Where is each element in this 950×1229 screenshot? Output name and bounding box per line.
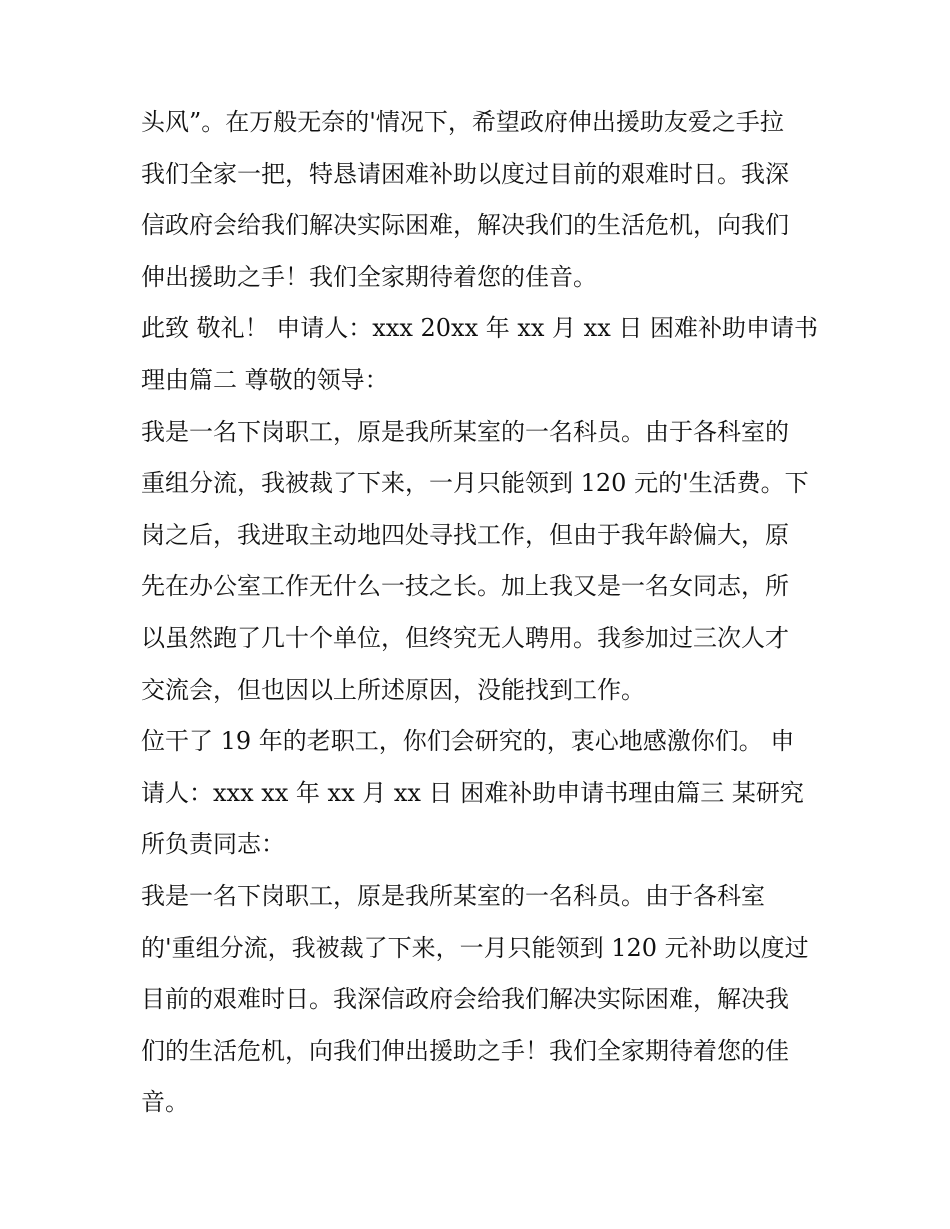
text-line: 岗之后，我进取主动地四处寻找工作，但由于我年龄偏大，原 (141, 520, 789, 549)
text-line: 理由篇二 尊敬的领导： (141, 365, 389, 394)
text-line: 所负责同志： (141, 830, 285, 859)
text-line: 请人：xxx xx 年 xx 月 xx 日 困难补助申请书理由篇三 某研究 (141, 778, 804, 807)
text-line: 位干了 19 年的老职工，你们会研究的，衷心地感激你们。 申 (141, 727, 795, 756)
text-line: 们的生活危机，向我们伸出援助之手！我们全家期待着您的佳 (141, 1036, 789, 1065)
text-line: 先在办公室工作无什么一技之长。加上我又是一名女同志，所 (141, 572, 789, 601)
text-line: 我们全家一把，特恳请困难补助以度过目前的艰难时日。我深 (141, 159, 789, 188)
text-line: 交流会，但也因以上所述原因，没能找到工作。 (141, 675, 645, 704)
text-line: 的'重组分流，我被裁了下来，一月只能领到 120 元补助以度过 (141, 933, 809, 962)
text-line: 音。 (141, 1088, 189, 1117)
text-line: 此致 敬礼！ 申请人：xxx 20xx 年 xx 月 xx 日 困难补助申请书 (141, 314, 819, 343)
text-line: 我是一名下岗职工，原是我所某室的一名科员。由于各科室 (141, 881, 765, 910)
text-line: 目前的艰难时日。我深信政府会给我们解决实际困难，解决我 (141, 985, 789, 1014)
text-line: 信政府会给我们解决实际困难，解决我们的生活危机，向我们 (141, 211, 789, 240)
text-line: 我是一名下岗职工，原是我所某室的一名科员。由于各科室的 (141, 417, 789, 446)
text-line: 伸出援助之手！我们全家期待着您的佳音。 (141, 262, 597, 291)
document-body (141, 110, 821, 1142)
text-line: 以虽然跑了几十个单位，但终究无人聘用。我参加过三次人才 (141, 623, 789, 652)
text-line: 头风”。在万般无奈的'情况下，希望政府伸出援助友爱之手拉 (141, 108, 784, 136)
text-line: 重组分流，我被裁了下来，一月只能领到 120 元的'生活费。下 (141, 469, 809, 498)
